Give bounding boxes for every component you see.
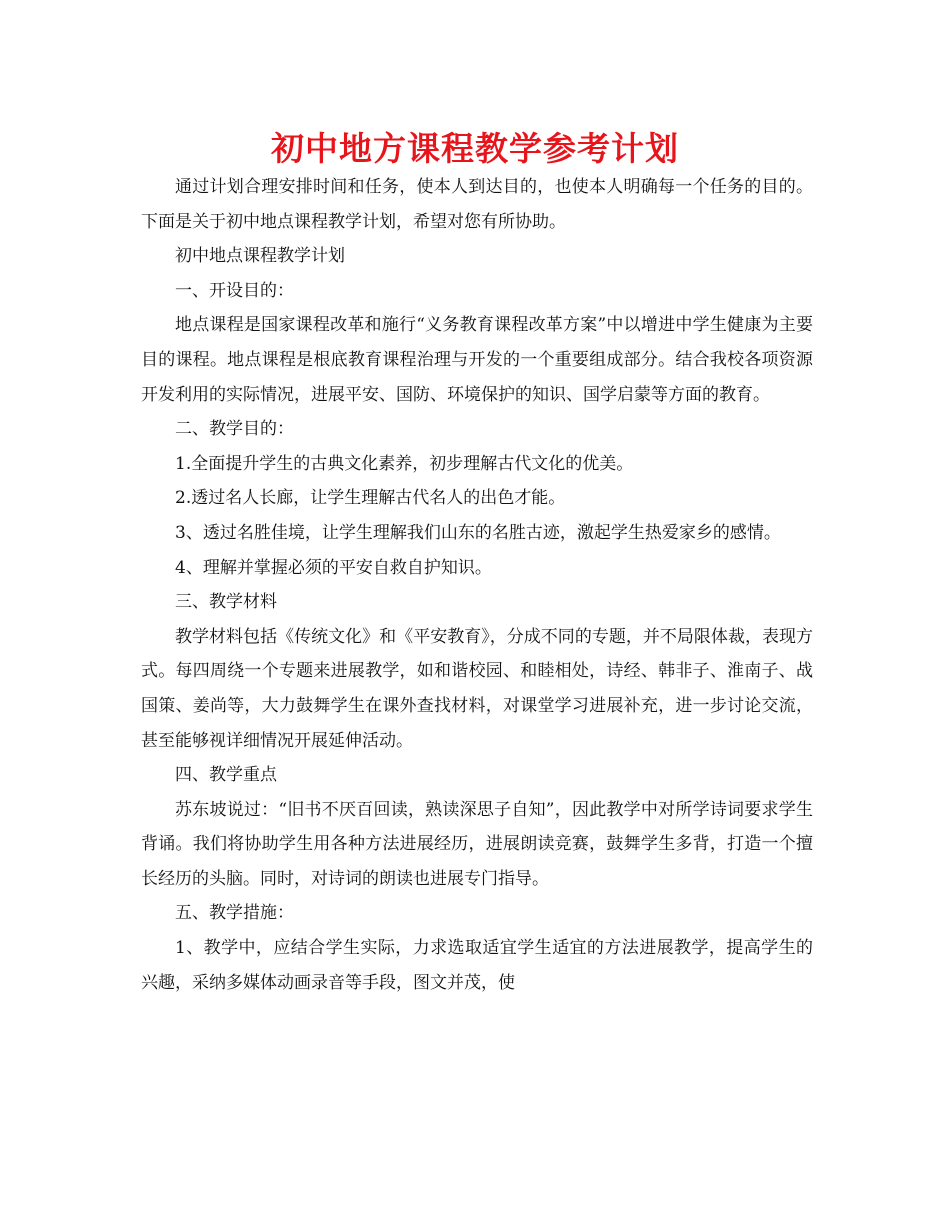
section-heading-focus: 四、教学重点 [175, 765, 277, 786]
paragraph-intro: 通过计划合理安排时间和任务，使本人到达目的，也使本人明确每一个任务的目的。下面是关于初中地点课程教学计划，希望对您有所协助。 [141, 177, 813, 232]
section-heading-measures: 五、教学措施： [175, 903, 294, 924]
goal-item-3: 3、透过名胜佳境，让学生理解我们山东的名胜古迹，激起学生热爱家乡的感情。 [175, 522, 781, 543]
goal-item-4: 4、理解并掌握必须的平安自救自护知识。 [175, 557, 492, 578]
document-body [141, 170, 813, 1000]
section-heading-purpose: 一、开设目的： [175, 280, 294, 301]
document-title: 初中地方课程教学参考计划 [271, 129, 679, 168]
goal-item-1: 1.全面提升学生的古典文化素养，初步理解古代文化的优美。 [175, 453, 634, 474]
goal-item-2: 2.透过名人长廊，让学生理解古代名人的出色才能。 [175, 488, 566, 509]
paragraph-subtitle: 初中地点课程教学计划 [175, 246, 345, 267]
paragraph-materials: 教学材料包括《传统文化》和《平安教育》，分成不同的专题，并不局限体裁，表现方式。每四周绕一个专题来进展教学，如和谐校园、和睦相处，诗经、韩非子、淮南子、战国策、姜尚等，大力鼓舞学生在课外查找材料，对课堂学习进展补充，进一步讨论交流，甚至能够视详细情况开展延伸活动。 [141, 626, 813, 751]
paragraph-focus: 苏东坡说过：“旧书不厌百回读，熟读深思子自知”，因此教学中对所学诗词要求学生背诵。我们将协助学生用各种方法进展经历，进展朗读竞赛，鼓舞学生多背，打造一个擅长经历的头脑。同时，对诗词的朗读也进展专门指导。 [141, 799, 813, 889]
paragraph-purpose: 地点课程是国家课程改革和施行“义务教育课程改革方案”中以增进中学生健康为主要目的课程。地点课程是根底教育课程治理与开发的一个重要组成部分。结合我校各项资源开发利用的实际情况，进展平安、国防、环境保护的知识、国学启蒙等方面的教育。 [141, 315, 813, 405]
measure-item-1: 1、教学中，应结合学生实际，力求选取适宜学生适宜的方法进展教学，提高学生的兴趣，采纳多媒体动画录音等手段，图文并茂，使 [141, 938, 813, 993]
section-heading-materials: 三、教学材料 [175, 592, 277, 613]
section-heading-goals: 二、教学目的： [175, 419, 294, 440]
